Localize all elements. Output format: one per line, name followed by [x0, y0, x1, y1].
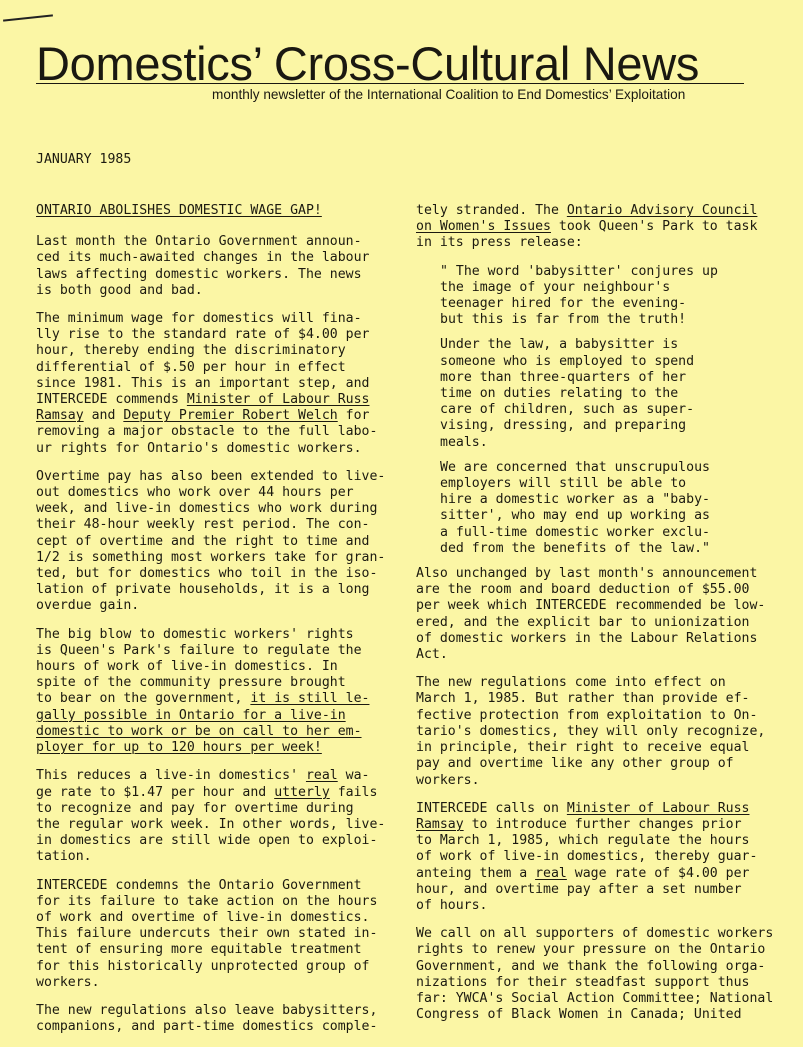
underlined-phrase: Minister of Labour Russ Ramsay [36, 392, 370, 424]
underlined-phrase: utterly [274, 784, 330, 800]
underlined-phrase: Deputy Premier Robert Welch [123, 408, 338, 424]
underlined-phrase: real [305, 768, 338, 784]
article-headline: ONTARIO ABOLISHES DOMESTIC WAGE GAP! [36, 203, 322, 218]
masthead-title: Domestics’ Cross-Cultural News [36, 37, 700, 90]
paragraph: The minimum wage for domestics will fina- lly rise to the standard rate of $4.00 per hour, thereby ending the discriminatory differential of $.50 per hour in effect since 1981. This is an important step, and INTERCEDE commends Minister of Labour Russ Ramsay and Deputy Premier Robert Welch for removing a major obstacle to the full labo- ur rights for Ontario's domestic workers. [36, 311, 378, 456]
underlined-phrase: Ontario Advisory Council on Women's Issues [416, 203, 758, 235]
paragraph: INTERCEDE calls on Minister of Labour Russ Ramsay to introduce further changes prior to March 1, 1985, which regulate the hours of work of live-in domestics, thereby guar- anteing them a real wage rate of $4.00 per hour, and overtime pay after a set number of hours. [416, 800, 758, 913]
quote-paragraph: We are concerned that unscrupulous employers will still be able to hire a domestic worker as a "baby- sitter', who may end up working as a full-time domestic worker exclu- ded from the benefits of the law." [440, 459, 710, 556]
underlined-phrase: real [535, 865, 567, 881]
article-column-right [416, 203, 786, 1035]
paragraph: We call on all supporters of domestic workers rights to renew your pressure on the Ontario Government, and we thank the following orga- nizations for their steadfast support thus far: YWCA's Social Action Committee; National Congress of Black Women in Canada; United [416, 926, 774, 1023]
article-column-left [36, 203, 396, 1047]
paragraph: tely stranded. The Ontario Advisory Council on Women's Issues took Queen's Park to task in its press release: [416, 203, 758, 251]
press-release-quote [440, 264, 786, 557]
underlined-phrase: Minister of Labour Russ Ramsay [416, 800, 750, 832]
paragraph: Last month the Ontario Government announ- ced its much-awaited changes in the labour laws affecting domestic workers. The news is both good and bad. [36, 234, 370, 298]
quote-paragraph: " The word 'babysitter' conjures up the image of your neighbour's teenager hired for the evening- but this is far from the truth! [440, 263, 718, 328]
quote-paragraph: Under the law, a babysitter is someone who is employed to spend more than three-quarters of her time on duties relating to the care of children, such as super- vising, dressing, and preparing meals. [440, 337, 695, 450]
paragraph: The new regulations come into effect on March 1, 1985. But rather than provide ef- fective protection from exploitation to On- tario's domestics, they will only recognize, in principle, their right to receive equal pay and overtime like any other group of workers. [416, 675, 766, 788]
paragraph: The new regulations also leave babysitters, companions, and part-time domestics comple- [36, 1002, 378, 1035]
masthead-rule [36, 83, 744, 84]
masthead-subtitle: monthly newsletter of the International Coalition to End Domestics’ Exploitation [212, 87, 686, 102]
underlined-phrase: it is still le- gally possible in Ontario for a live-in domestic to work or be on call to her em- ployer for up to 120 hours per week! [36, 691, 370, 756]
paragraph: Also unchanged by last month's announcement are the room and board deduction of $55.00 per week which INTERCEDE recommended be low- ered, and the explicit bar to unionization of domestic workers in the Labour Relations Act. [416, 566, 766, 663]
corner-pen-mark [3, 14, 53, 21]
paragraph: INTERCEDE condemns the Ontario Government for its failure to take action on the hours of work and overtime of live-in domestics. This failure undercuts their own stated in- tent of ensuring more equitable treatment for this historically unprotected group of workers. [36, 877, 378, 990]
issue-date: JANUARY 1985 [36, 152, 132, 167]
paragraph: The big blow to domestic workers' rights is Queen's Park's failure to regulate the hours of work of live-in domestics. In spite of the community pressure brought to bear on the government, it is still le- gally possible in Ontario for a live-in domestic to work or be on call to her em- ployer for up to 120 hours per week! [36, 626, 370, 756]
paragraph: This reduces a live-in domestics' real wa- ge rate to $1.47 per hour and utterly fails to recognize and pay for overtime during the regular work week. In other words, live- in domestics are still wide open to exploi- tation. [36, 768, 386, 865]
paragraph: Overtime pay has also been extended to live- out domestics who work over 44 hours per week, and live-in domestics who work during their 48-hour weekly rest period. The con- cept of overtime and the right to time and 1/2 is something most workers take for gran- ted, but for domestics who toil in the iso- lation of private households, it is a long overdue gain. [36, 468, 386, 614]
